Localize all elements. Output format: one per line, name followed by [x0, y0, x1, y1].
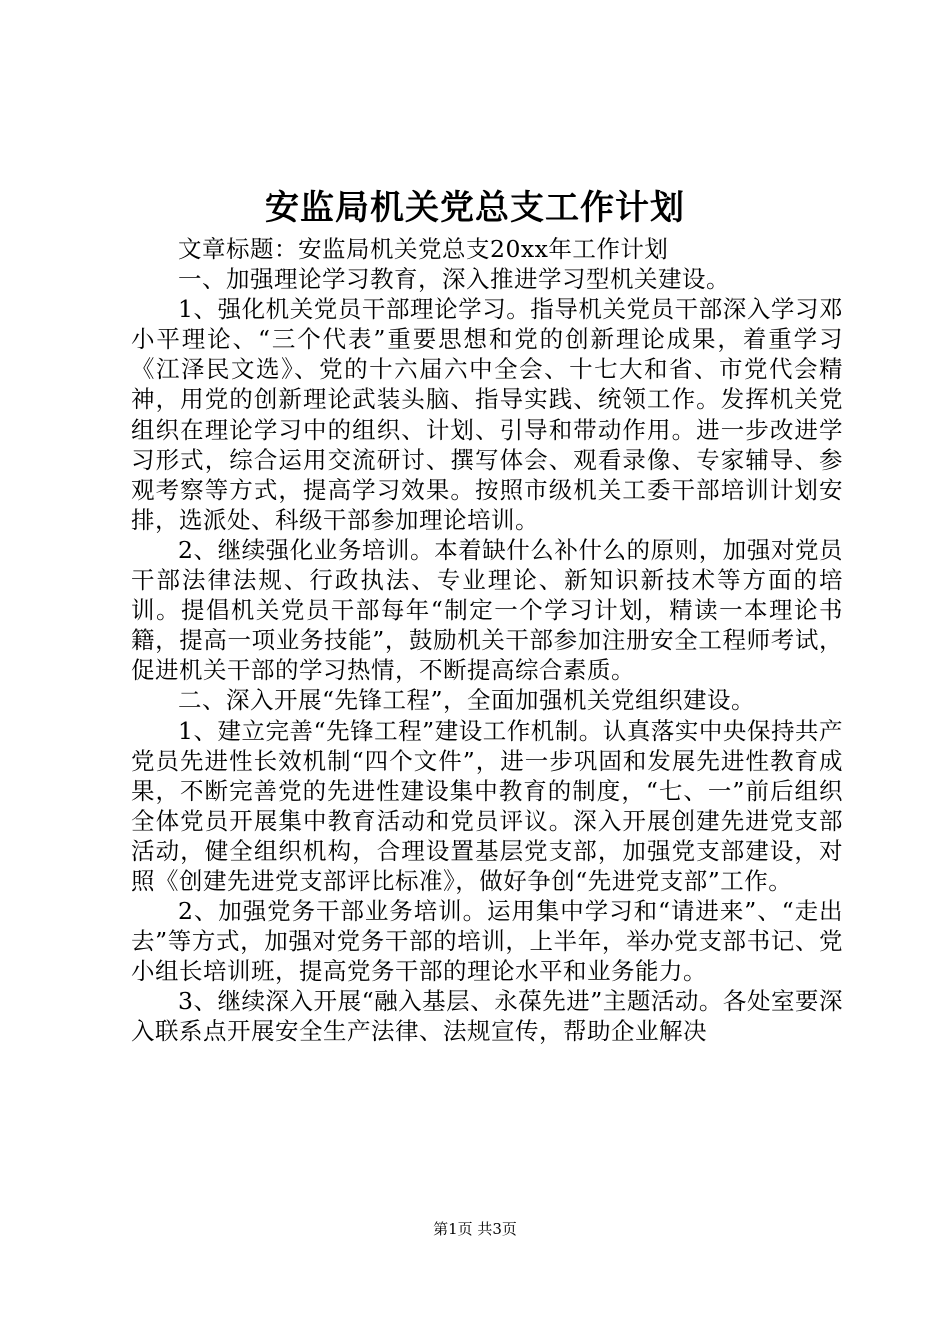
paragraph-1-1: 1、强化机关党员干部理论学习。指导机关党员干部深入学习邓小平理论、“三个代表”重要思想和党的创新理论成果，着重学习《江泽民文选》、党的十六届六中全会、十七大和省、市党代会精神，用党的创新理论武装头脑、指导实践、统领工作。发挥机关党组织在理论学习中的组织、计划、引导和带动作用。进一步改进学习形式，综合运用交流研讨、撰写体会、观看录像、专家辅导、参观考察等方式，提高学习效果。按照市级机关工委干部培训计划安排，选派处、科级干部参加理论培训。 [131, 295, 843, 534]
paragraph-2-2: 2、加强党务干部业务培训。运用集中学习和“请进来”、“走出去”等方式，加强对党务干部的培训，上半年，举办党支部书记、党小组长培训班，提高党务干部的理论水平和业务能力。 [131, 897, 843, 986]
paragraph-2-3: 3、继续深入开展“融入基层、永葆先进”主题活动。各处室要深入联系点开展安全生产法律、法规宣传，帮助企业解决 [131, 987, 843, 1046]
paragraph-1-2: 2、继续强化业务培训。本着缺什么补什么的原则，加强对党员干部法律法规、行政执法、专业理论、新知识新技术等方面的培训。提倡机关党员干部每年“制定一个学习计划，精读一本理论书籍，提高一项业务技能”，鼓励机关干部参加注册安全工程师考试，促进机关干部的学习热情，不断提高综合素质。 [131, 535, 843, 685]
article-heading-line: 文章标题：安监局机关党总支20xx年工作计划 [178, 235, 669, 263]
section-heading-1: 一、加强理论学习教育，深入推进学习型机关建设。 [178, 265, 730, 294]
section-heading-2: 二、深入开展“先锋工程”，全面加强机关党组织建设。 [178, 686, 756, 715]
document-body [131, 234, 843, 1047]
paragraph-2-1: 1、建立完善“先锋工程”建设工作机制。认真落实中央保持共产党员先进性长效机制“四个文件”，进一步巩固和发展先进性教育成果，不断完善党的先进性建设集中教育的制度，“七、一”前后组织全体党员开展集中教育活动和党员评议。深入开展创建先进党支部活动，健全组织机构，合理设置基层党支部，加强党支部建设，对照《创建先进党支部评比标准》，做好争创“先进党支部”工作。 [131, 716, 843, 895]
page-number-footer: 第1页 共3页 [433, 1220, 517, 1238]
document-title: 安监局机关党总支工作计划 [265, 188, 685, 228]
